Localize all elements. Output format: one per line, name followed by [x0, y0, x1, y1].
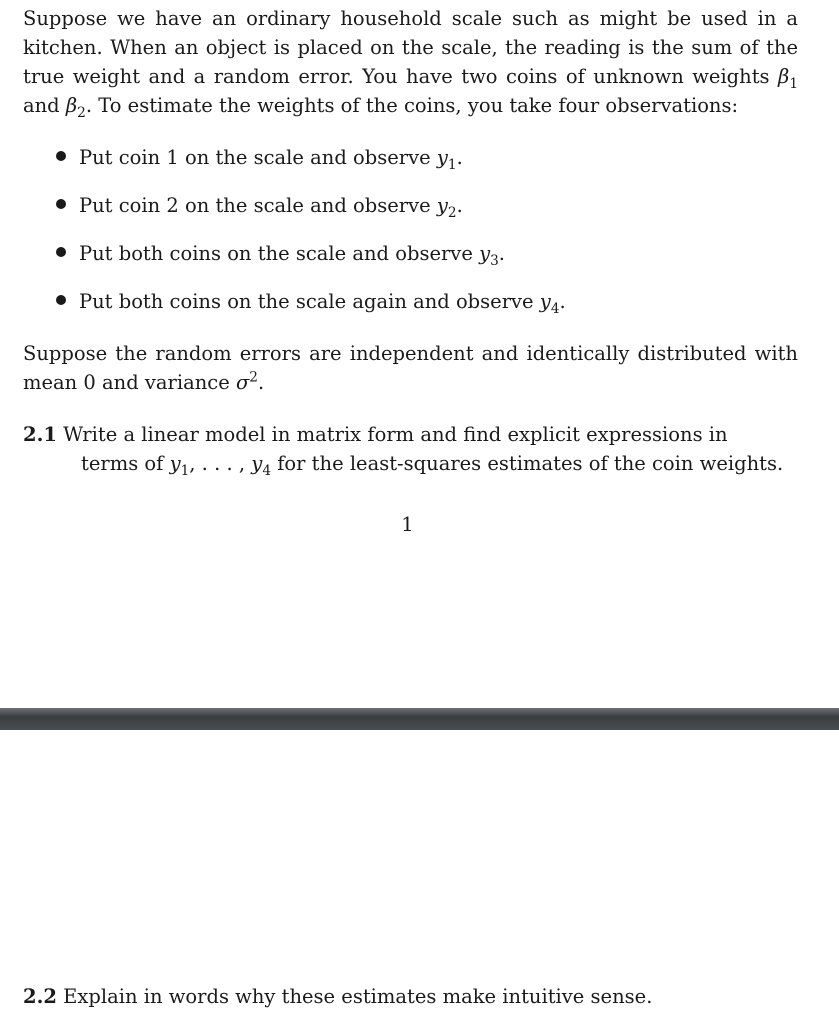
- sigma-sup: 2: [249, 369, 258, 386]
- question-2-1: [23, 420, 798, 478]
- bullet-dot-icon: [56, 247, 66, 257]
- page-divider: [0, 708, 839, 730]
- intro-text: Suppose we have an ordinary household scale such as might be used in a kitchen. When an object is placed on the scale, the reading is the sum of the true weight and a random error. You have two coins of unknown weights: [23, 7, 798, 88]
- y-var: y: [169, 452, 181, 475]
- question-number: 2.1: [23, 423, 57, 446]
- beta-sub-2: 2: [77, 104, 86, 121]
- errors-text: Suppose the random errors are independent and identically distributed with mean 0 and variance: [23, 342, 798, 394]
- bullet-dot-icon: [56, 199, 66, 209]
- question-text: Write a linear model in matrix form and find explicit expressions in: [63, 423, 728, 446]
- question-2-2: [23, 982, 798, 1011]
- question-text: for the least-squares estimates of the coin weights.: [277, 452, 784, 475]
- errors-paragraph: Suppose the random errors are independent and identically distributed with mean 0 and variance $\sigma^2$.: [23, 342, 798, 394]
- bullet-sub: 2: [447, 204, 457, 221]
- intro-paragraph: [23, 4, 798, 120]
- bullet-text: Put both coins on the scale and observe: [79, 242, 473, 265]
- bullet-item: Put coin 1 on the scale and observe $y_1$.: [56, 143, 816, 172]
- bullet-dot-icon: [56, 151, 66, 161]
- beta-symbol: β: [65, 94, 78, 117]
- bullet-var: y: [436, 146, 448, 169]
- y-sub-1: 1: [180, 462, 190, 479]
- beta-symbol: β: [778, 65, 790, 88]
- bullet-item: Put both coins on the scale and observe $y_3$.: [56, 239, 816, 268]
- bullet-sub: 3: [490, 252, 499, 269]
- intro-tail: . To estimate the weights of the coins, you take four observations:: [85, 94, 739, 117]
- bullet-var: y: [436, 194, 448, 217]
- bullet-text: Put coin 2 on the scale and observe: [79, 194, 431, 217]
- bullet-dot-icon: [56, 295, 66, 305]
- bullet-item: Put both coins on the scale again and observe $y_4$.: [56, 287, 816, 316]
- sigma-symbol: σ: [235, 371, 250, 394]
- page-2: [0, 730, 839, 1024]
- bullet-text: Put both coins on the scale again and observe: [79, 290, 534, 313]
- bullet-sub: 1: [447, 156, 457, 173]
- bullet-var: y: [539, 290, 551, 313]
- y-var: y: [251, 452, 263, 475]
- bullet-item: Put coin 2 on the scale and observe $y_2$.: [56, 191, 816, 220]
- ellipsis: , . . . ,: [189, 452, 246, 475]
- y-sub-4: 4: [262, 462, 271, 479]
- beta-sub-1: 1: [789, 75, 798, 92]
- page-number: 1: [401, 513, 414, 536]
- bullet-var: y: [479, 242, 491, 265]
- bullet-sub: 4: [550, 300, 560, 317]
- intro-and: and: [23, 94, 60, 117]
- question-number: 2.2: [23, 985, 57, 1008]
- bullet-text: Put coin 1 on the scale and observe: [79, 146, 431, 169]
- question-text: Explain in words why these estimates make intuitive sense.: [63, 985, 653, 1008]
- question-text: terms of: [81, 452, 164, 475]
